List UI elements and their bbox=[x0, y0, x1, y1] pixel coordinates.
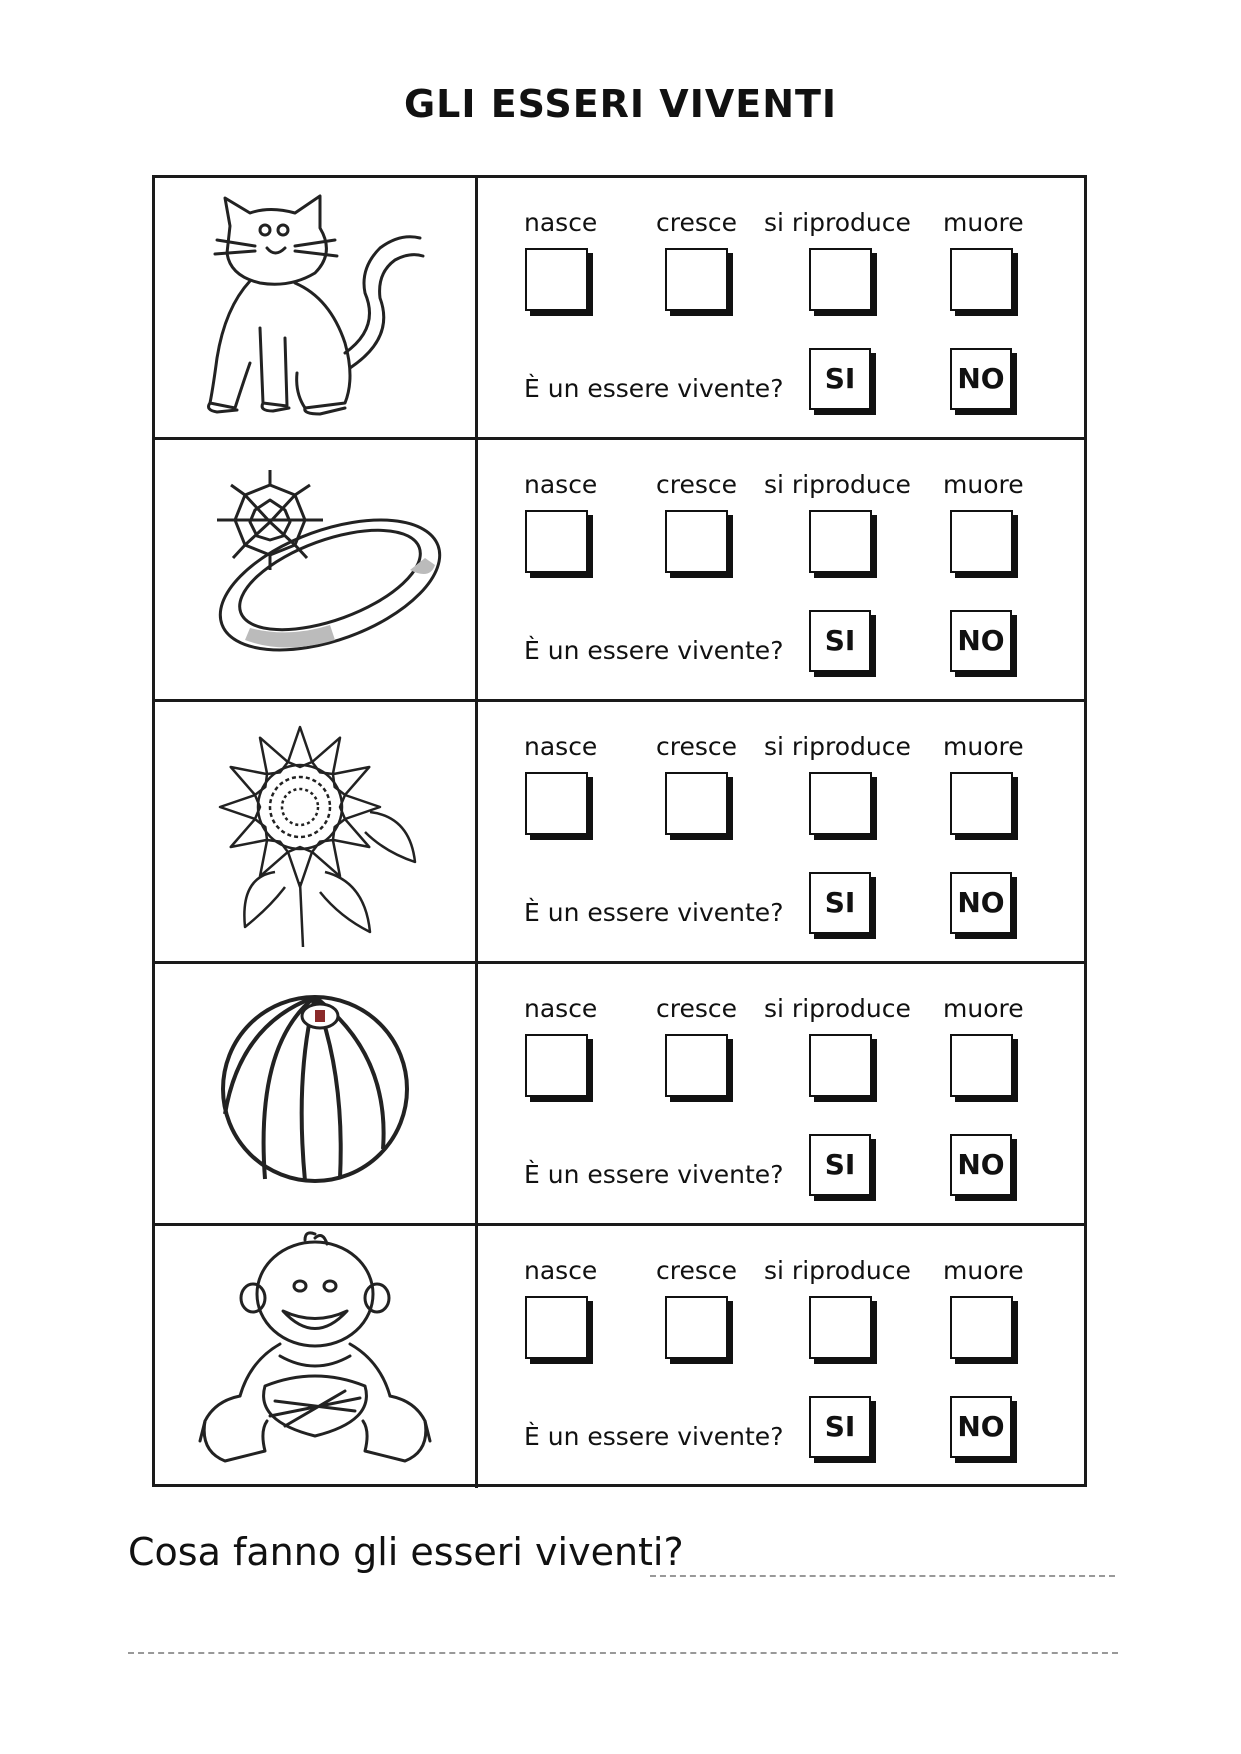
checkbox-nasce[interactable] bbox=[525, 248, 588, 311]
checkbox-cresce[interactable] bbox=[665, 772, 728, 835]
living-question: È un essere vivente? bbox=[524, 898, 784, 927]
answer-si-button[interactable]: SI bbox=[809, 1134, 871, 1196]
answer-line[interactable] bbox=[128, 1652, 1118, 1654]
question-cell bbox=[478, 1226, 1084, 1488]
checkbox-nasce[interactable] bbox=[525, 1296, 588, 1359]
checkbox-nasce[interactable] bbox=[525, 772, 588, 835]
question-cell bbox=[478, 440, 1084, 699]
checkbox-si-riproduce[interactable] bbox=[809, 1034, 872, 1097]
checkbox-muore[interactable] bbox=[950, 772, 1013, 835]
image-cell bbox=[155, 702, 478, 961]
question-cell bbox=[478, 702, 1084, 961]
checkbox-muore[interactable] bbox=[950, 510, 1013, 573]
living-question: È un essere vivente? bbox=[524, 636, 784, 665]
checkbox-si-riproduce[interactable] bbox=[809, 510, 872, 573]
checkbox-si-riproduce[interactable] bbox=[809, 248, 872, 311]
living-question: È un essere vivente? bbox=[524, 1160, 784, 1189]
answer-no-button[interactable]: NO bbox=[950, 348, 1012, 410]
image-cell bbox=[155, 1226, 478, 1488]
label-si-riproduce: si riproduce bbox=[764, 470, 911, 499]
label-si-riproduce: si riproduce bbox=[764, 208, 911, 237]
label-cresce: cresce bbox=[656, 470, 738, 499]
image-cell bbox=[155, 178, 478, 437]
checkbox-cresce[interactable] bbox=[665, 1034, 728, 1097]
living-question: È un essere vivente? bbox=[524, 374, 784, 403]
answer-si-button[interactable]: SI bbox=[809, 1396, 871, 1458]
table-row bbox=[155, 440, 1084, 702]
label-cresce: cresce bbox=[656, 208, 738, 237]
ball-illustration bbox=[155, 964, 475, 1223]
image-cell bbox=[155, 964, 478, 1223]
label-cresce: cresce bbox=[656, 994, 738, 1023]
answer-no-button[interactable]: NO bbox=[950, 1396, 1012, 1458]
label-nasce: nasce bbox=[524, 732, 598, 761]
baby-illustration bbox=[155, 1226, 475, 1485]
answer-si-button[interactable]: SI bbox=[809, 872, 871, 934]
checkbox-muore[interactable] bbox=[950, 1034, 1013, 1097]
checkbox-nasce[interactable] bbox=[525, 1034, 588, 1097]
checkbox-muore[interactable] bbox=[950, 248, 1013, 311]
checkbox-nasce[interactable] bbox=[525, 510, 588, 573]
label-si-riproduce: si riproduce bbox=[764, 1256, 911, 1285]
page-title: GLI ESSERI VIVENTI bbox=[403, 82, 838, 126]
bottom-question: Cosa fanno gli esseri viventi? bbox=[128, 1530, 684, 1574]
label-muore: muore bbox=[943, 208, 1024, 237]
table-row bbox=[155, 964, 1084, 1226]
label-nasce: nasce bbox=[524, 208, 598, 237]
label-muore: muore bbox=[943, 994, 1024, 1023]
checkbox-cresce[interactable] bbox=[665, 248, 728, 311]
question-cell bbox=[478, 178, 1084, 437]
label-si-riproduce: si riproduce bbox=[764, 732, 911, 761]
label-muore: muore bbox=[943, 470, 1024, 499]
answer-no-button[interactable]: NO bbox=[950, 872, 1012, 934]
question-cell bbox=[478, 964, 1084, 1223]
table-row bbox=[155, 178, 1084, 440]
cat-illustration bbox=[155, 178, 475, 437]
label-nasce: nasce bbox=[524, 470, 598, 499]
answer-no-button[interactable]: NO bbox=[950, 1134, 1012, 1196]
checkbox-si-riproduce[interactable] bbox=[809, 772, 872, 835]
label-si-riproduce: si riproduce bbox=[764, 994, 911, 1023]
ring-illustration bbox=[155, 440, 475, 699]
label-cresce: cresce bbox=[656, 732, 738, 761]
table-row bbox=[155, 1226, 1084, 1488]
answer-no-button[interactable]: NO bbox=[950, 610, 1012, 672]
answer-si-button[interactable]: SI bbox=[809, 348, 871, 410]
answer-si-button[interactable]: SI bbox=[809, 610, 871, 672]
worksheet-table bbox=[152, 175, 1087, 1487]
label-muore: muore bbox=[943, 732, 1024, 761]
label-cresce: cresce bbox=[656, 1256, 738, 1285]
checkbox-cresce[interactable] bbox=[665, 510, 728, 573]
image-cell bbox=[155, 440, 478, 699]
label-nasce: nasce bbox=[524, 1256, 598, 1285]
checkbox-si-riproduce[interactable] bbox=[809, 1296, 872, 1359]
table-row bbox=[155, 702, 1084, 964]
label-muore: muore bbox=[943, 1256, 1024, 1285]
answer-line[interactable] bbox=[650, 1575, 1115, 1577]
label-nasce: nasce bbox=[524, 994, 598, 1023]
checkbox-muore[interactable] bbox=[950, 1296, 1013, 1359]
living-question: È un essere vivente? bbox=[524, 1422, 784, 1451]
sunflower-illustration bbox=[155, 702, 475, 961]
checkbox-cresce[interactable] bbox=[665, 1296, 728, 1359]
